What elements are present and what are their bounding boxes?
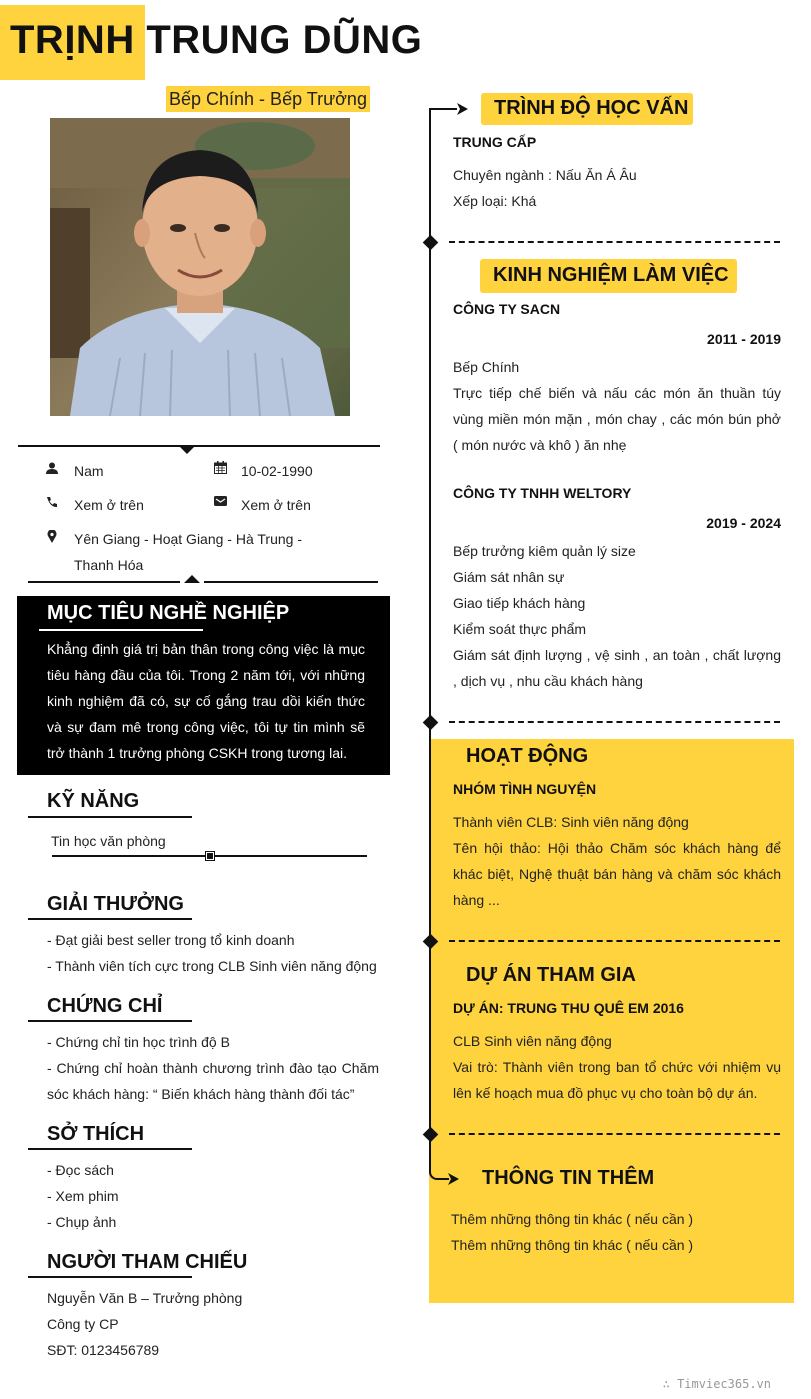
- references-title: NGƯỜI THAM CHIẾU: [47, 1251, 248, 1273]
- project-line: CLB Sinh viên năng động: [453, 1033, 612, 1049]
- timeline-node: [423, 235, 439, 251]
- job-title: Bếp Chính - Bếp Trưởng: [166, 86, 370, 112]
- projects-title: DỰ ÁN THAM GIA: [466, 964, 636, 986]
- company-name: CÔNG TY SACN: [453, 301, 561, 317]
- user-icon: [45, 462, 59, 477]
- job-period: 2011 - 2019: [707, 331, 781, 347]
- extra-info-line: Thêm những thông tin khác ( nếu cần ): [451, 1211, 694, 1227]
- job-line: Trực tiếp chế biến và nấu các món ăn thuần túy vùng miền món mặn , món chay , các món bún phở ( món nước và khô ) ăn nhẹ: [453, 385, 781, 453]
- reference-item: SĐT: 0123456789: [47, 1342, 160, 1358]
- education-grade: Xếp loại: Khá: [453, 193, 537, 209]
- career-goal-text: Khẳng định giá trị bản thân trong công việc là mục tiêu hàng đầu của tôi. Trong 2 năm tới, với những kinh nghiệm đã có, sự cố gắng trau dồi kiến thức và sự đam mê trong công việc, tôi tự tin mình sẽ trở thành 1 trưởng phòng CSKH trong tương lai.: [47, 641, 365, 761]
- company-name: CÔNG TY TNHH WELTORY: [453, 485, 632, 501]
- award-item: - Thành viên tích cực trong CLB Sinh viên năng động: [47, 958, 377, 974]
- skill-level-marker: [205, 851, 215, 861]
- skills-underline: [28, 816, 192, 818]
- hobby-item: - Xem phim: [47, 1188, 119, 1204]
- birthday-value: 10-02-1990: [241, 463, 313, 479]
- experience-title: KINH NGHIỆM LÀM VIỆC: [493, 264, 729, 286]
- section-divider: [449, 241, 780, 243]
- certificate-item: - Chứng chỉ hoàn thành chương trình đào tạo Chăm sóc khách hàng: “ Biến khách hàng thành đối tác”: [47, 1060, 379, 1102]
- address-line-1: Yên Giang - Hoạt Giang - Hà Trung -: [74, 531, 302, 547]
- education-title: TRÌNH ĐỘ HỌC VẤN: [494, 97, 689, 119]
- job-line: Bếp Chính: [453, 359, 520, 375]
- activities-title: HOẠT ĐỘNG: [466, 745, 589, 767]
- activities-group: NHÓM TÌNH NGUYỆN: [453, 781, 597, 797]
- section-divider: [449, 1133, 780, 1135]
- phone-value: Xem ở trên: [74, 497, 144, 513]
- skill-name: Tin học văn phòng: [51, 833, 166, 849]
- email-icon: [213, 495, 227, 510]
- job-line: Bếp trưởng kiêm quản lý size: [453, 543, 636, 559]
- hobbies-title: SỞ THÍCH: [47, 1123, 145, 1145]
- divider-arrow-up: [184, 575, 200, 583]
- awards-underline: [28, 918, 192, 920]
- project-line: Vai trò: Thành viên trong ban tổ chức với nhiệm vụ lên kế hoạch mua đồ phục vụ cho toàn bộ dự án.: [453, 1059, 781, 1101]
- certificates-underline: [28, 1020, 192, 1022]
- email-value: Xem ở trên: [241, 497, 311, 513]
- career-goal-underline: [39, 629, 203, 631]
- awards-title: GIẢI THƯỞNG: [47, 893, 184, 915]
- project-name: DỰ ÁN: TRUNG THU QUÊ EM 2016: [453, 1000, 684, 1016]
- extra-info-line: Thêm những thông tin khác ( nếu cần ): [451, 1237, 694, 1253]
- map-pin-icon: [45, 530, 59, 546]
- arrow-right-icon: [455, 101, 471, 117]
- hobbies-underline: [28, 1148, 192, 1150]
- section-divider: [449, 721, 780, 723]
- certificate-item: - Chứng chỉ tin học trình độ B: [47, 1034, 230, 1050]
- info-bottom-divider-right: [204, 581, 378, 583]
- job-line: Giám sát nhân sự: [453, 569, 565, 585]
- candidate-name: TRỊNH TRUNG DŨNG: [10, 18, 423, 62]
- career-goal-title: MỤC TIÊU NGHỀ NGHIỆP: [47, 602, 290, 624]
- award-item: - Đạt giải best seller trong tổ kinh doanh: [47, 932, 295, 948]
- timeline-node: [423, 715, 439, 731]
- job-line: Giao tiếp khách hàng: [453, 595, 586, 611]
- arrow-right-icon: [446, 1171, 462, 1187]
- activity-line: Thành viên CLB: Sinh viên năng động: [453, 814, 689, 830]
- hobby-item: - Chụp ảnh: [47, 1214, 117, 1230]
- section-divider: [449, 940, 780, 942]
- info-top-divider: [18, 445, 380, 447]
- calendar-icon: [213, 461, 227, 477]
- job-period: 2019 - 2024: [706, 515, 781, 531]
- profile-photo: [50, 118, 350, 416]
- education-level: TRUNG CẤP: [453, 134, 537, 150]
- activity-line: Tên hội thảo: Hội thảo Chăm sóc khách hàng để khác biệt, Nghệ thuật bán hàng và chăm sóc khách hàng ...: [453, 840, 781, 908]
- divider-arrow-down: [179, 446, 195, 454]
- site-watermark: ∴ Timviec365.vn: [662, 1377, 771, 1391]
- certificates-title: CHỨNG CHỈ: [47, 995, 163, 1017]
- gender-value: Nam: [74, 463, 104, 479]
- career-goal-section: [17, 596, 390, 775]
- phone-icon: [45, 496, 59, 511]
- timeline-connector-top: [429, 108, 457, 110]
- references-underline: [28, 1276, 192, 1278]
- education-major: Chuyên ngành : Nấu Ăn Á Âu: [453, 167, 637, 183]
- hobby-item: - Đọc sách: [47, 1162, 114, 1178]
- address-line-2: Thanh Hóa: [74, 557, 144, 573]
- timeline-line: [429, 110, 431, 1162]
- extra-info-title: THÔNG TIN THÊM: [482, 1167, 655, 1189]
- job-line: Giám sát định lượng , vệ sinh , an toàn , chất lượng , dịch vụ , nhu cầu khách hàng: [453, 647, 781, 689]
- job-line: Kiểm soát thực phẩm: [453, 621, 587, 637]
- info-bottom-divider-left: [28, 581, 180, 583]
- skills-title: KỸ NĂNG: [47, 790, 140, 812]
- reference-item: Nguyễn Văn B – Trưởng phòng: [47, 1290, 243, 1306]
- reference-item: Công ty CP: [47, 1316, 119, 1332]
